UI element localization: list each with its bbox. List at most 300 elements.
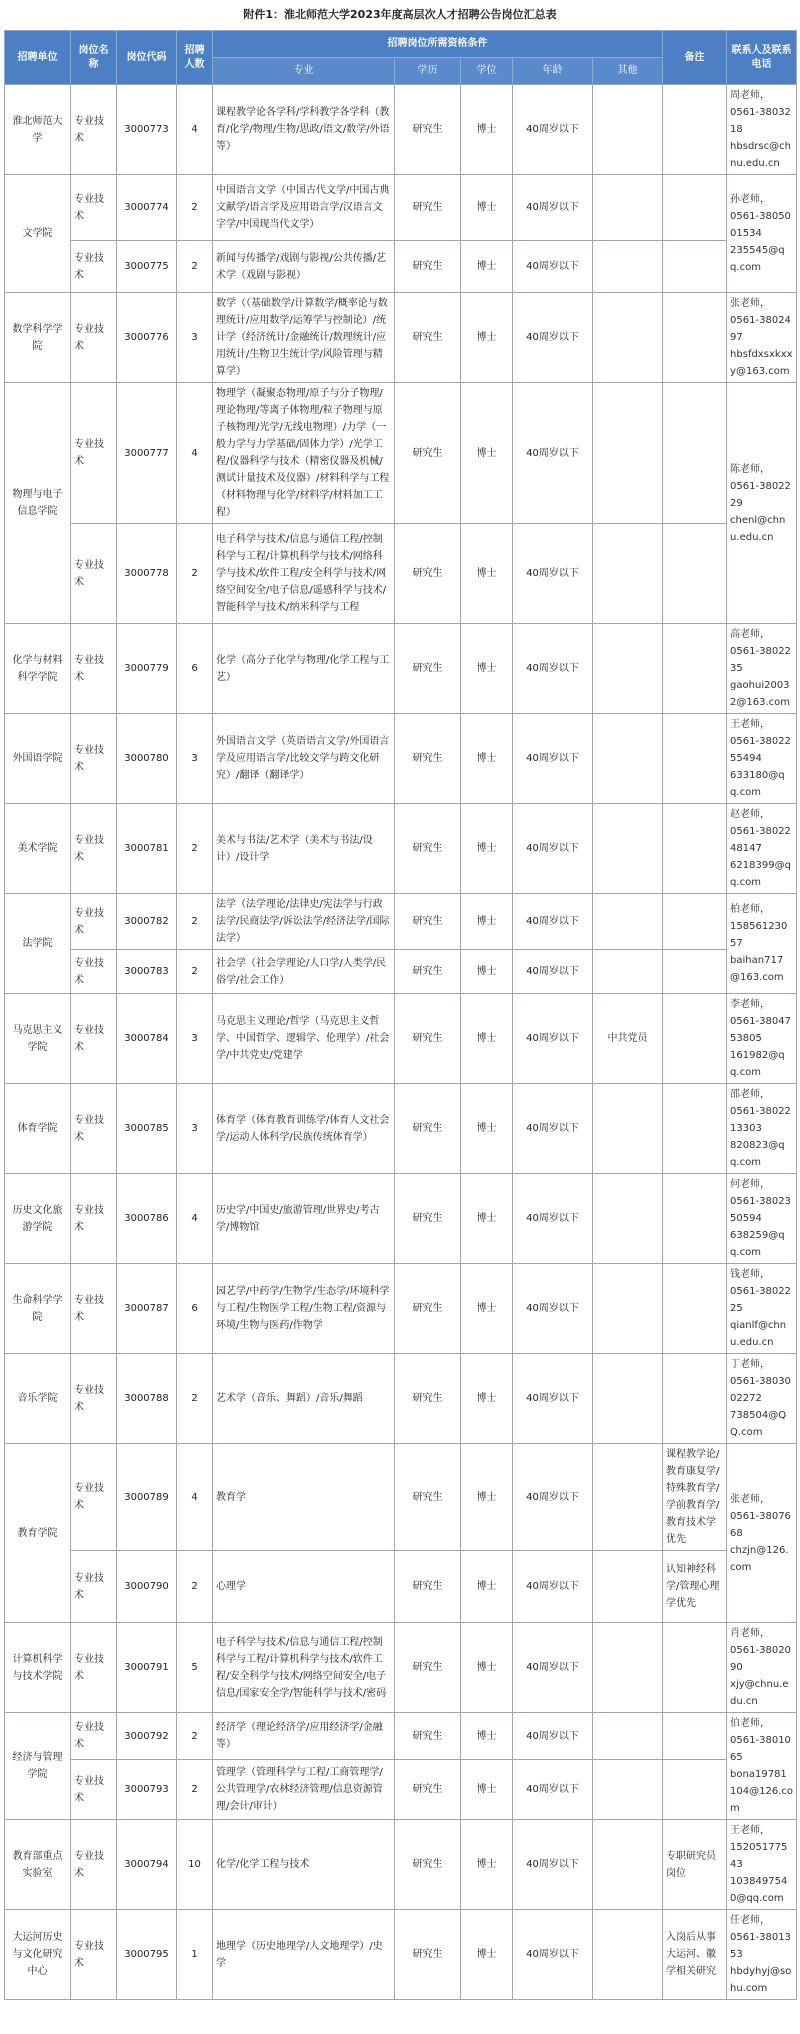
contact-cell: [727, 624, 797, 714]
contact-name: 肖老师，: [730, 1628, 771, 1639]
post-code-cell: 3000776: [117, 293, 177, 383]
major-cell: 园艺学/中药学/生物学/生态学/环境科学与工程/生物医学工程/生物工程/资源与环境/生物与医药/作物学: [213, 1264, 395, 1354]
other-cell: [593, 383, 663, 524]
count-cell: 3: [177, 714, 213, 804]
post-code-cell: 3000784: [117, 994, 177, 1084]
count-cell: 3: [177, 293, 213, 383]
major-cell: 管理学（管理科学与工程/工商管理学/公共管理学/农林经济管理/信息资源管理/会计/审计）: [213, 1760, 395, 1820]
unit-cell: 大运河历史与文化研究中心: [5, 1910, 71, 2000]
contact-phone: 0561-3805001534: [730, 211, 791, 239]
contact-cell: [727, 1444, 797, 1623]
unit-cell: 经济与管理学院: [5, 1713, 71, 1820]
contact-cell: [727, 1713, 797, 1820]
table-header: [5, 31, 797, 85]
unit-cell: 淮北师范大学: [5, 85, 71, 175]
remark-cell: [663, 383, 727, 524]
table-row: [5, 85, 797, 175]
contact-email: hbsfdxsxkxxy@163.com: [730, 349, 793, 377]
header-count: 招聘人数: [177, 31, 213, 85]
table-row: [5, 241, 797, 293]
remark-cell: [663, 524, 727, 624]
post-code-cell: 3000783: [117, 950, 177, 994]
positions-table: [4, 30, 797, 2000]
contact-phone: 0561-3803218: [730, 107, 791, 135]
post-code-cell: 3000774: [117, 175, 177, 241]
contact-phone: 0561-3803002272: [730, 1376, 791, 1404]
contact-email: gaohui20032@163.com: [730, 680, 791, 708]
major-cell: 物理学（凝聚态物理/原子与分子物理/理论物理/等离子体物理/粒子物理与原子核物理/光学/无线电物理）/力学（一般力学与力学基础/固体力学）/光学工程/仪器科学与技术（精密仪器及机械/测试计量技术及仪器）/材料科学与工程（材料物理与化学/材料学/材料加工工程）: [213, 383, 395, 524]
education-cell: 研究生: [395, 1354, 461, 1444]
remark-cell: [663, 1174, 727, 1264]
major-cell: 法学（法学理论/法律史/宪法学与行政法学/民商法学/诉讼法学/经济法学/国际法学）: [213, 894, 395, 950]
degree-cell: 博士: [461, 994, 513, 1084]
post-name-cell: 专业技术: [71, 1910, 117, 2000]
major-cell: 电子科学与技术/信息与通信工程/控制科学与工程/计算机科学与技术/网络科学与技术/软件工程/安全科学与技术/网络空间安全/电子信息/遥感科学与技术/智能科学与技术/纳米科学与工程: [213, 524, 395, 624]
count-cell: 4: [177, 85, 213, 175]
other-cell: [593, 1623, 663, 1713]
remark-cell: [663, 1354, 727, 1444]
contact-name: 赵老师，: [730, 809, 771, 820]
post-code-cell: 3000777: [117, 383, 177, 524]
post-code-cell: 3000787: [117, 1264, 177, 1354]
post-code-cell: 3000780: [117, 714, 177, 804]
other-cell: [593, 624, 663, 714]
contact-name: 邵老师，: [730, 1089, 771, 1100]
contact-name: 丁老师，: [730, 1359, 771, 1370]
contact-email: baihan717@163.com: [730, 955, 784, 983]
degree-cell: 博士: [461, 1910, 513, 2000]
contact-phone: 0561-3802255494: [730, 736, 791, 764]
unit-cell: 音乐学院: [5, 1354, 71, 1444]
other-cell: [593, 241, 663, 293]
age-cell: 40周岁以下: [513, 1444, 593, 1551]
other-cell: [593, 1551, 663, 1623]
table-body: [5, 85, 797, 2000]
unit-cell: 历史文化旅游学院: [5, 1174, 71, 1264]
contact-email: 638259@qq.com: [730, 1230, 785, 1258]
other-cell: [593, 1354, 663, 1444]
contact-email: xjy@chnu.edu.cn: [730, 1679, 789, 1707]
unit-cell: 数学科学学院: [5, 293, 71, 383]
post-code-cell: 3000790: [117, 1551, 177, 1623]
post-name-cell: 专业技术: [71, 241, 117, 293]
header-post-code: 岗位代码: [117, 31, 177, 85]
age-cell: 40周岁以下: [513, 1760, 593, 1820]
count-cell: 2: [177, 175, 213, 241]
contact-phone: 0561-3802090: [730, 1645, 791, 1673]
remark-cell: [663, 894, 727, 950]
age-cell: 40周岁以下: [513, 950, 593, 994]
major-cell: 新闻与传播学/戏剧与影视/公共传播/艺术学（戏剧与影视）: [213, 241, 395, 293]
unit-cell: 教育部重点实验室: [5, 1820, 71, 1910]
degree-cell: 博士: [461, 85, 513, 175]
degree-cell: 博士: [461, 175, 513, 241]
post-code-cell: 3000785: [117, 1084, 177, 1174]
header-contact: 联系人及联系电话: [727, 31, 797, 85]
major-cell: 课程教学论各学科/学科教学各学科（教育/化学/物理/生物/思政/语文/数学/外语等）: [213, 85, 395, 175]
post-code-cell: 3000789: [117, 1444, 177, 1551]
remark-cell: 认知神经科学/管理心理学优先: [663, 1551, 727, 1623]
unit-cell: 计算机科学与技术学院: [5, 1623, 71, 1713]
header-remark: 备注: [663, 31, 727, 85]
remark-cell: [663, 85, 727, 175]
remark-cell: [663, 1760, 727, 1820]
education-cell: 研究生: [395, 383, 461, 524]
post-name-cell: 专业技术: [71, 1760, 117, 1820]
table-row: [5, 1444, 797, 1551]
other-cell: [593, 1444, 663, 1551]
page-title: 附件1：淮北师范大学2023年度高层次人才招聘公告岗位汇总表: [243, 8, 557, 21]
count-cell: 6: [177, 1264, 213, 1354]
post-name-cell: 专业技术: [71, 894, 117, 950]
contact-phone: 0561-3802235: [730, 646, 791, 674]
table-row: [5, 1623, 797, 1713]
post-code-cell: 3000782: [117, 894, 177, 950]
age-cell: 40周岁以下: [513, 1910, 593, 2000]
table-row: [5, 804, 797, 894]
degree-cell: 博士: [461, 1354, 513, 1444]
degree-cell: 博士: [461, 950, 513, 994]
education-cell: 研究生: [395, 1820, 461, 1910]
post-name-cell: 专业技术: [71, 714, 117, 804]
education-cell: 研究生: [395, 1713, 461, 1760]
other-cell: [593, 1713, 663, 1760]
post-name-cell: 专业技术: [71, 1444, 117, 1551]
other-cell: [593, 1910, 663, 2000]
contact-name: 何老师，: [730, 1179, 771, 1190]
remark-cell: 专职研究员岗位: [663, 1820, 727, 1910]
other-cell: [593, 1264, 663, 1354]
major-cell: 美术与书法/艺术学（美术与书法/设计）/设计学: [213, 804, 395, 894]
education-cell: 研究生: [395, 85, 461, 175]
education-cell: 研究生: [395, 1444, 461, 1551]
education-cell: 研究生: [395, 624, 461, 714]
post-name-cell: 专业技术: [71, 1713, 117, 1760]
other-cell: [593, 1174, 663, 1264]
table-row: [5, 624, 797, 714]
remark-cell: [663, 624, 727, 714]
contact-cell: [727, 1623, 797, 1713]
count-cell: 2: [177, 1551, 213, 1623]
unit-cell: 法学院: [5, 894, 71, 994]
post-name-cell: 专业技术: [71, 175, 117, 241]
other-cell: [593, 714, 663, 804]
contact-cell: [727, 293, 797, 383]
table-row: [5, 1713, 797, 1760]
post-code-cell: 3000791: [117, 1623, 177, 1713]
remark-cell: [663, 293, 727, 383]
table-row: [5, 714, 797, 804]
post-name-cell: 专业技术: [71, 1551, 117, 1623]
post-name-cell: 专业技术: [71, 293, 117, 383]
contact-phone: 15205177543: [730, 1842, 788, 1870]
major-cell: 外国语言文学（英语语言文学/外国语言学及应用语言学/比较文学与跨文化研究）/翻译（翻译学）: [213, 714, 395, 804]
unit-cell: 美术学院: [5, 804, 71, 894]
table-row: [5, 1174, 797, 1264]
age-cell: 40周岁以下: [513, 1820, 593, 1910]
education-cell: 研究生: [395, 1174, 461, 1264]
post-name-cell: 专业技术: [71, 383, 117, 524]
remark-cell: [663, 241, 727, 293]
header-post-name: 岗位名称: [71, 31, 117, 85]
contact-email: 1038497540@qq.com: [730, 1876, 788, 1904]
education-cell: 研究生: [395, 1760, 461, 1820]
degree-cell: 博士: [461, 804, 513, 894]
count-cell: 4: [177, 383, 213, 524]
post-code-cell: 3000793: [117, 1760, 177, 1820]
post-name-cell: 专业技术: [71, 994, 117, 1084]
count-cell: 2: [177, 524, 213, 624]
major-cell: 历史学/中国史/旅游管理/世界史/考古学/博物馆: [213, 1174, 395, 1264]
remark-cell: 课程教学论/教育康复学/特殊教育学/学前教育学/教育技术学优先: [663, 1444, 727, 1551]
header-age: 年龄: [513, 58, 593, 85]
post-name-cell: 专业技术: [71, 1623, 117, 1713]
degree-cell: 博士: [461, 1444, 513, 1551]
major-cell: 马克思主义理论/哲学（马克思主义哲学、中国哲学、逻辑学、伦理学）/社会学/中共党史/党建学: [213, 994, 395, 1084]
contact-phone: 0561-3801353: [730, 1932, 791, 1960]
post-name-cell: 专业技术: [71, 524, 117, 624]
major-cell: 经济学（理论经济学/应用经济学/金融等）: [213, 1713, 395, 1760]
remark-cell: [663, 1713, 727, 1760]
contact-cell: [727, 1174, 797, 1264]
contact-cell: [727, 1264, 797, 1354]
table-row: [5, 383, 797, 524]
count-cell: 2: [177, 241, 213, 293]
education-cell: 研究生: [395, 1084, 461, 1174]
contact-name: 陈老师，: [730, 463, 771, 475]
age-cell: 40周岁以下: [513, 85, 593, 175]
header-major: 专业: [213, 58, 395, 85]
header-degree: 学位: [461, 58, 513, 85]
post-code-cell: 3000778: [117, 524, 177, 624]
post-code-cell: 3000786: [117, 1174, 177, 1264]
unit-cell: 文学院: [5, 175, 71, 293]
degree-cell: 博士: [461, 624, 513, 714]
age-cell: 40周岁以下: [513, 241, 593, 293]
remark-cell: 入岗后从事大运河、徽学相关研究: [663, 1910, 727, 2000]
education-cell: 研究生: [395, 1623, 461, 1713]
table-row: [5, 1910, 797, 2000]
remark-cell: [663, 950, 727, 994]
degree-cell: 博士: [461, 894, 513, 950]
table-row: [5, 994, 797, 1084]
post-name-cell: 专业技术: [71, 624, 117, 714]
education-cell: 研究生: [395, 950, 461, 994]
contact-name: 柏老师，: [730, 904, 771, 915]
post-name-cell: 专业技术: [71, 804, 117, 894]
education-cell: 研究生: [395, 175, 461, 241]
contact-name: 王老师，: [730, 1825, 771, 1836]
count-cell: 2: [177, 1713, 213, 1760]
contact-name: 高老师，: [730, 629, 771, 640]
contact-name: 张老师，: [730, 298, 771, 309]
count-cell: 3: [177, 994, 213, 1084]
unit-cell: 化学与材料科学学院: [5, 624, 71, 714]
age-cell: 40周岁以下: [513, 1623, 593, 1713]
degree-cell: 博士: [461, 1264, 513, 1354]
contact-cell: [727, 1084, 797, 1174]
age-cell: 40周岁以下: [513, 1354, 593, 1444]
contact-phone: 0561-3802213303: [730, 1106, 791, 1134]
age-cell: 40周岁以下: [513, 383, 593, 524]
degree-cell: 博士: [461, 1174, 513, 1264]
age-cell: 40周岁以下: [513, 994, 593, 1084]
contact-name: 钱老师，: [730, 1269, 771, 1280]
contact-email: 235545@qq.com: [730, 245, 785, 273]
contact-phone: 0561-3802225: [730, 1286, 791, 1314]
table-row: [5, 175, 797, 241]
remark-cell: [663, 175, 727, 241]
remark-cell: [663, 714, 727, 804]
other-cell: [593, 524, 663, 624]
post-code-cell: 3000795: [117, 1910, 177, 2000]
other-cell: [593, 804, 663, 894]
post-name-cell: 专业技术: [71, 950, 117, 994]
major-cell: 心理学: [213, 1551, 395, 1623]
education-cell: 研究生: [395, 293, 461, 383]
remark-cell: [663, 804, 727, 894]
unit-cell: 体育学院: [5, 1084, 71, 1174]
contact-phone: 0561-3802229: [730, 480, 791, 509]
contact-phone: 0561-3801065: [730, 1735, 791, 1763]
age-cell: 40周岁以下: [513, 1174, 593, 1264]
unit-cell: 教育学院: [5, 1444, 71, 1623]
degree-cell: 博士: [461, 1760, 513, 1820]
post-name-cell: 专业技术: [71, 1354, 117, 1444]
contact-cell: [727, 994, 797, 1084]
other-cell: [593, 293, 663, 383]
table-row: [5, 293, 797, 383]
major-cell: 体育学（体育教育训练学/体育人文社会学/运动人体科学/民族传统体育学）: [213, 1084, 395, 1174]
post-name-cell: 专业技术: [71, 1084, 117, 1174]
other-cell: 中共党员: [593, 994, 663, 1084]
contact-cell: [727, 1354, 797, 1444]
count-cell: 2: [177, 950, 213, 994]
degree-cell: 博士: [461, 293, 513, 383]
table-row: [5, 1264, 797, 1354]
count-cell: 2: [177, 1354, 213, 1444]
degree-cell: 博士: [461, 1820, 513, 1910]
contact-name: 李老师，: [730, 999, 771, 1010]
table-row: [5, 1084, 797, 1174]
post-code-cell: 3000781: [117, 804, 177, 894]
contact-name: 王老师，: [730, 719, 771, 730]
age-cell: 40周岁以下: [513, 175, 593, 241]
table-row: [5, 950, 797, 994]
contact-name: 张老师，: [730, 1493, 771, 1505]
post-code-cell: 3000792: [117, 1713, 177, 1760]
contact-phone: 0561-3802497: [730, 315, 791, 343]
contact-name: 任老师，: [730, 1915, 771, 1926]
degree-cell: 博士: [461, 1084, 513, 1174]
education-cell: 研究生: [395, 714, 461, 804]
major-cell: 社会学（社会学理论/人口学/人类学/民俗学/社会工作）: [213, 950, 395, 994]
major-cell: 电子科学与技术/信息与通信工程/控制科学与工程/计算机科学与技术/软件工程/安全科学与技术/网络空间安全/电子信息/国家安全学/智能科学与技术/密码: [213, 1623, 395, 1713]
contact-email: 161982@qq.com: [730, 1050, 785, 1078]
contact-email: 6218399@qq.com: [730, 860, 791, 888]
count-cell: 2: [177, 804, 213, 894]
count-cell: 1: [177, 1910, 213, 2000]
table-row: [5, 1551, 797, 1623]
other-cell: [593, 1084, 663, 1174]
remark-cell: [663, 1084, 727, 1174]
remark-cell: [663, 1264, 727, 1354]
contact-email: hbsdrsc@chnu.edu.cn: [730, 141, 791, 169]
header-unit: 招聘单位: [5, 31, 71, 85]
table-row: [5, 894, 797, 950]
education-cell: 研究生: [395, 1910, 461, 2000]
age-cell: 40周岁以下: [513, 524, 593, 624]
age-cell: 40周岁以下: [513, 804, 593, 894]
contact-email: bona19781104@126.com: [730, 1769, 794, 1814]
contact-name: 周老师，: [730, 90, 771, 101]
major-cell: 艺术学（音乐、舞蹈）/音乐/舞蹈: [213, 1354, 395, 1444]
education-cell: 研究生: [395, 994, 461, 1084]
table-row: [5, 1354, 797, 1444]
count-cell: 2: [177, 894, 213, 950]
contact-phone: 0561-3802350594: [730, 1196, 791, 1224]
age-cell: 40周岁以下: [513, 1551, 593, 1623]
major-cell: 化学（高分子化学与物理/化学工程与工艺）: [213, 624, 395, 714]
age-cell: 40周岁以下: [513, 714, 593, 804]
post-name-cell: 专业技术: [71, 1174, 117, 1264]
count-cell: 4: [177, 1174, 213, 1264]
contact-cell: [727, 894, 797, 994]
unit-cell: 物理与电子信息学院: [5, 383, 71, 624]
contact-email: 738504@QQ.com: [730, 1410, 787, 1438]
other-cell: [593, 1760, 663, 1820]
other-cell: [593, 175, 663, 241]
major-cell: 化学/化学工程与技术: [213, 1820, 395, 1910]
degree-cell: 博士: [461, 383, 513, 524]
contact-phone: 0561-3804753805: [730, 1016, 791, 1044]
unit-cell: 外国语学院: [5, 714, 71, 804]
degree-cell: 博士: [461, 524, 513, 624]
age-cell: 40周岁以下: [513, 1713, 593, 1760]
major-cell: 数学（（基础数学/计算数学/概率论与数理统计/应用数学/运筹学与控制论）/统计学（经济统计/金融统计/数理统计/应用统计/生物卫生统计学/风险管理与精算学）: [213, 293, 395, 383]
age-cell: 40周岁以下: [513, 293, 593, 383]
contact-email: 633180@qq.com: [730, 770, 785, 798]
header-conditions: 招聘岗位所需资格条件: [213, 31, 663, 58]
unit-cell: 生命科学学院: [5, 1264, 71, 1354]
post-code-cell: 3000773: [117, 85, 177, 175]
age-cell: 40周岁以下: [513, 1264, 593, 1354]
major-cell: 地理学（历史地理学/人文地理学）/史学: [213, 1910, 395, 2000]
header-education: 学历: [395, 58, 461, 85]
contact-phone: 15856123057: [730, 921, 788, 949]
contact-email: 820823@qq.com: [730, 1140, 785, 1168]
table-row: [5, 1760, 797, 1820]
remark-cell: [663, 1623, 727, 1713]
post-name-cell: 专业技术: [71, 1820, 117, 1910]
header-other: 其他: [593, 58, 663, 85]
major-cell: 中国语言文学（中国古代文学/中国古典文献学/语言学及应用语言学/汉语言文字学/中国现当代文学）: [213, 175, 395, 241]
education-cell: 研究生: [395, 524, 461, 624]
education-cell: 研究生: [395, 1264, 461, 1354]
education-cell: 研究生: [395, 1551, 461, 1623]
post-name-cell: 专业技术: [71, 85, 117, 175]
education-cell: 研究生: [395, 241, 461, 293]
contact-cell: [727, 85, 797, 175]
education-cell: 研究生: [395, 804, 461, 894]
contact-cell: [727, 804, 797, 894]
degree-cell: 博士: [461, 714, 513, 804]
post-code-cell: 3000775: [117, 241, 177, 293]
contact-cell: [727, 383, 797, 624]
major-cell: 教育学: [213, 1444, 395, 1551]
age-cell: 40周岁以下: [513, 1084, 593, 1174]
contact-email: chenl@chnu.edu.cn: [730, 514, 786, 543]
